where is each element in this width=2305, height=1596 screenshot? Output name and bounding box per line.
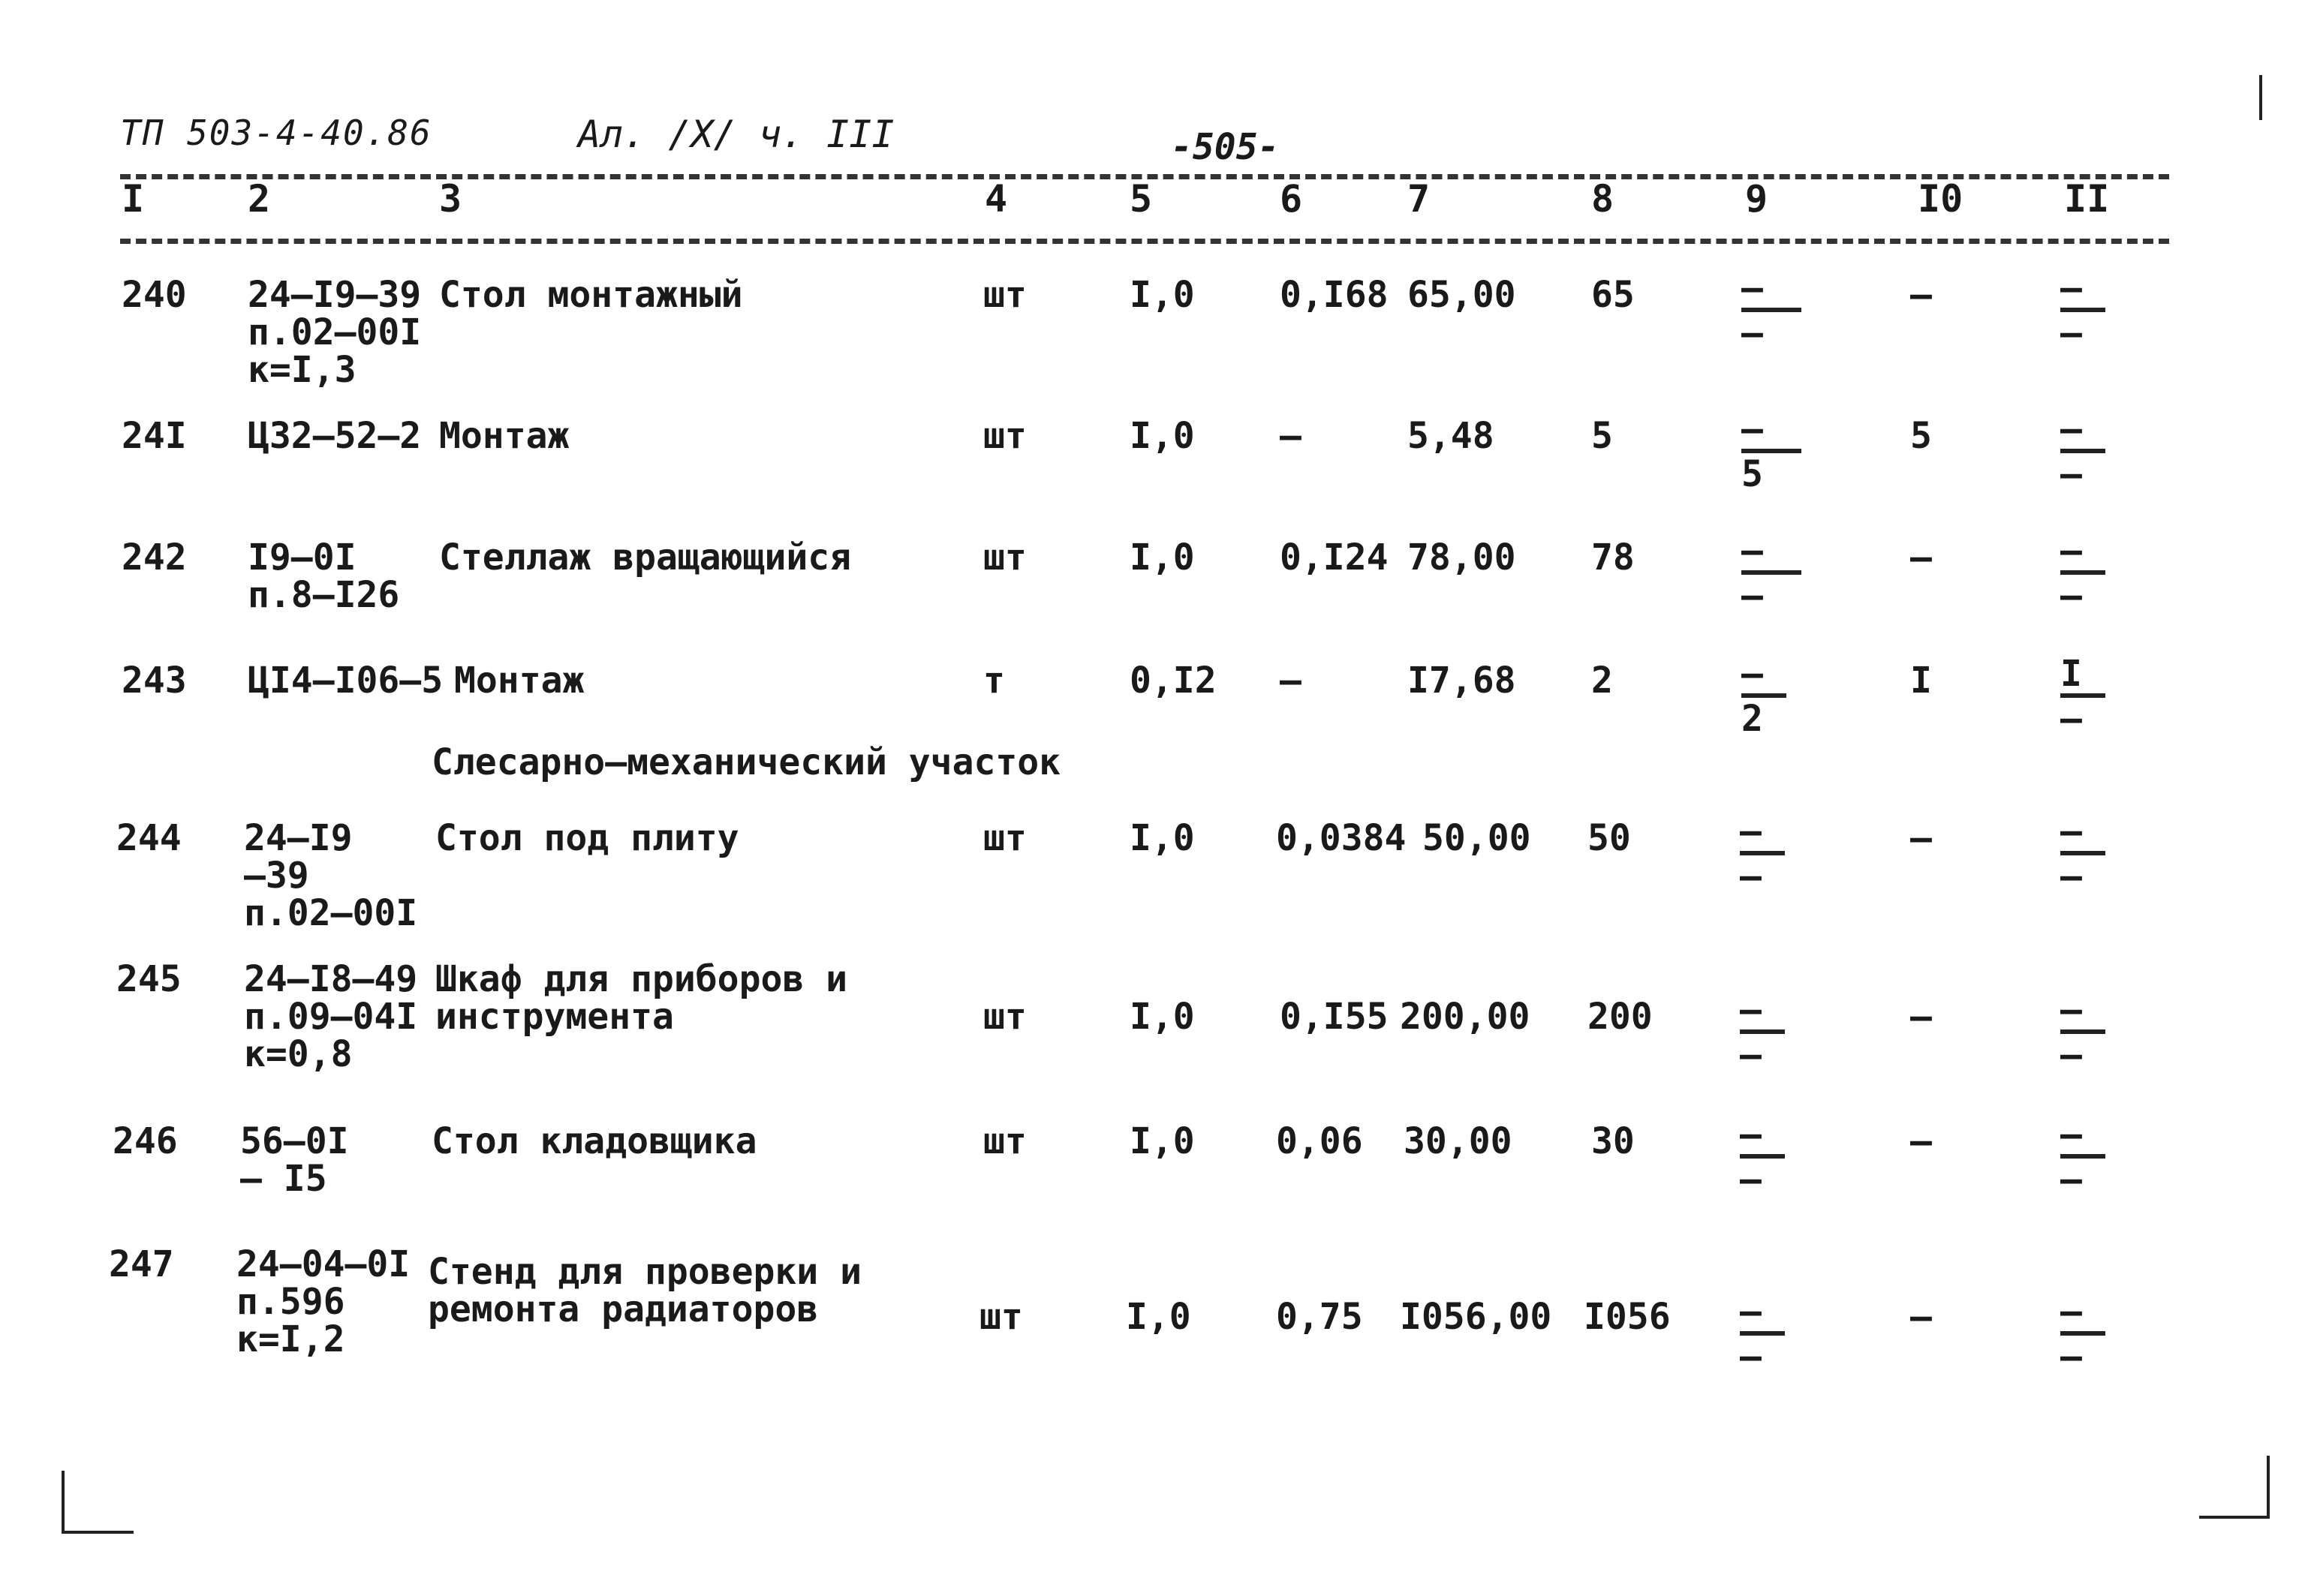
row-code: 24–04–0I п.596 к=I,2 [236,1243,411,1360]
header-bottom-rule [120,239,2169,244]
col9-top: – [1740,1115,1785,1159]
row-col8: 5 [1591,415,1613,457]
row-unit: шт [983,1120,1027,1162]
col11-bottom: – [2060,312,2082,354]
bottom-right-corner-mark [2199,1456,2270,1519]
column-header-10: I0 [1918,177,1963,221]
column-header-1: I [122,177,145,221]
col9-top: – [1740,990,1785,1034]
row-col7: I056,00 [1400,1296,1552,1338]
row-quantity: 0,I2 [1130,660,1217,702]
col11-bottom: – [2060,575,2082,617]
row-col8: 78 [1591,537,1635,579]
row-number: 243 [122,660,187,702]
column-header-9: 9 [1745,177,1768,221]
row-col9-fraction [1740,1114,1807,1201]
row-col11-fraction [2060,530,2128,617]
row-name: Стенд для проверки и ремонта радиаторов [428,1251,862,1330]
row-unit: т [983,660,1005,702]
col9-bottom: – [1741,575,1763,617]
row-code: 24–I8–49 п.09–04I к=0,8 [244,958,418,1075]
row-col6: 0,0384 [1276,817,1407,859]
col9-bottom: – [1740,1336,1762,1378]
row-col11-fraction [2060,653,2128,740]
row-quantity: I,0 [1130,537,1195,579]
row-name: Стол кладовщика [432,1120,757,1162]
row-name: Стеллаж вращающийся [439,537,852,579]
col9-top: – [1741,654,1786,698]
row-number: 242 [122,537,187,579]
row-col11-fraction [2060,267,2128,354]
row-col7: 78,00 [1407,537,1516,579]
top-right-mark [2259,75,2262,120]
row-code: Ц32–52–2 [248,415,422,457]
row-col10: – [1910,996,1932,1038]
column-header-6: 6 [1280,177,1303,221]
col9-top: – [1741,531,1801,575]
row-col8: 50 [1587,817,1631,859]
col11-bottom: – [2060,698,2082,740]
col11-top: – [2060,990,2105,1034]
column-header-4: 4 [985,177,1008,221]
col11-top: I [2060,654,2105,698]
col11-top: – [2060,531,2105,575]
col9-bottom: 5 [1741,453,1763,495]
column-header-11: II [2064,177,2110,221]
row-code: 24–I9 –39 п.02–00I [244,817,418,934]
col9-bottom: – [1740,1159,1762,1201]
row-quantity: I,0 [1126,1296,1191,1338]
row-col9-fraction [1741,653,1809,740]
col9-top: – [1741,269,1801,312]
row-quantity: I,0 [1130,1120,1195,1162]
row-col10: – [1910,537,1932,579]
row-col10: 5 [1910,415,1932,457]
col11-top: – [2060,1292,2105,1336]
col11-top: – [2060,269,2105,312]
row-col6: 0,I55 [1280,996,1389,1038]
col11-bottom: – [2060,1159,2082,1201]
row-unit: шт [979,1296,1023,1338]
row-quantity: I,0 [1130,415,1195,457]
album-reference: Ал. /Х/ ч. III [578,113,895,156]
row-col6: – [1280,415,1301,457]
row-col7: 50,00 [1422,817,1531,859]
bottom-left-corner-mark [62,1471,134,1534]
col11-bottom: – [2060,1336,2082,1378]
col11-bottom: – [2060,1034,2082,1076]
col11-top: – [2060,1115,2105,1159]
row-unit: шт [983,996,1027,1038]
row-col8: I056 [1584,1296,1671,1338]
row-number: 240 [122,274,187,316]
row-unit: шт [983,817,1027,859]
row-col10: – [1910,274,1932,316]
row-code: 56–0I – I5 [240,1120,349,1200]
row-code: I9–0I п.8–I26 [248,537,400,616]
col9-bottom: – [1740,855,1762,897]
row-name: Монтаж [454,660,585,702]
col9-bottom: – [1741,312,1763,354]
row-name: Шкаф для приборов и инструмента [435,958,848,1038]
page-number: -505- [1171,126,1280,168]
row-col8: 200 [1587,996,1653,1038]
document-code: ТП 503-4-40.86 [120,113,432,153]
row-col9-fraction [1740,989,1807,1076]
row-col9-fraction [1741,530,1809,617]
column-header-8: 8 [1591,177,1614,221]
row-col7: 200,00 [1400,996,1530,1038]
row-col8: 2 [1591,660,1613,702]
row-quantity: I,0 [1130,817,1195,859]
row-number: 244 [116,817,182,859]
row-name: Монтаж [439,415,570,457]
column-header-7: 7 [1407,177,1431,221]
row-name: Стол под плиту [435,817,739,859]
row-col9-fraction [1741,267,1809,354]
row-unit: шт [983,274,1027,316]
row-col7: 65,00 [1407,274,1516,316]
row-quantity: I,0 [1130,274,1195,316]
row-col6: 0,75 [1276,1296,1363,1338]
row-col10: – [1910,817,1932,859]
col9-top: – [1740,812,1785,855]
col11-top: – [2060,410,2105,453]
row-number: 245 [116,958,182,1000]
row-number: 247 [109,1243,174,1285]
row-col11-fraction [2060,1114,2128,1201]
row-quantity: I,0 [1130,996,1195,1038]
row-col8: 65 [1591,274,1635,316]
row-unit: шт [983,537,1027,579]
row-col7: 30,00 [1404,1120,1512,1162]
row-code: 24–I9–39 п.02–00I к=I,3 [248,274,422,391]
row-number: 24I [122,415,187,457]
col11-bottom: – [2060,453,2082,495]
row-col8: 30 [1591,1120,1635,1162]
row-number: 246 [113,1120,178,1162]
section-title: Слесарно–механический участок [432,741,1061,783]
row-col9-fraction [1740,810,1807,897]
row-col7: 5,48 [1407,415,1494,457]
row-col10: – [1910,1120,1932,1162]
row-col9-fraction [1740,1291,1807,1378]
column-header-3: 3 [439,177,462,221]
row-col11-fraction [2060,1291,2128,1378]
row-col9-fraction [1741,408,1809,495]
row-col11-fraction [2060,989,2128,1076]
column-header-2: 2 [248,177,271,221]
row-col7: I7,68 [1407,660,1516,702]
row-name: Стол монтажный [439,274,743,316]
row-col10: I [1910,660,1932,702]
col11-bottom: – [2060,855,2082,897]
col11-top: – [2060,812,2105,855]
row-col6: 0,06 [1276,1120,1363,1162]
column-header-5: 5 [1130,177,1153,221]
row-col6: 0,I24 [1280,537,1389,579]
row-col10: – [1910,1296,1932,1338]
col9-top: – [1741,410,1801,453]
row-col6: – [1280,660,1301,702]
col9-top: – [1740,1292,1785,1336]
col9-bottom: – [1740,1034,1762,1076]
row-col11-fraction [2060,408,2128,495]
row-col6: 0,I68 [1280,274,1389,316]
col9-bottom: 2 [1741,698,1763,740]
row-unit: шт [983,415,1027,457]
row-code: ЦI4–I06–5 [248,660,444,702]
row-col11-fraction [2060,810,2128,897]
